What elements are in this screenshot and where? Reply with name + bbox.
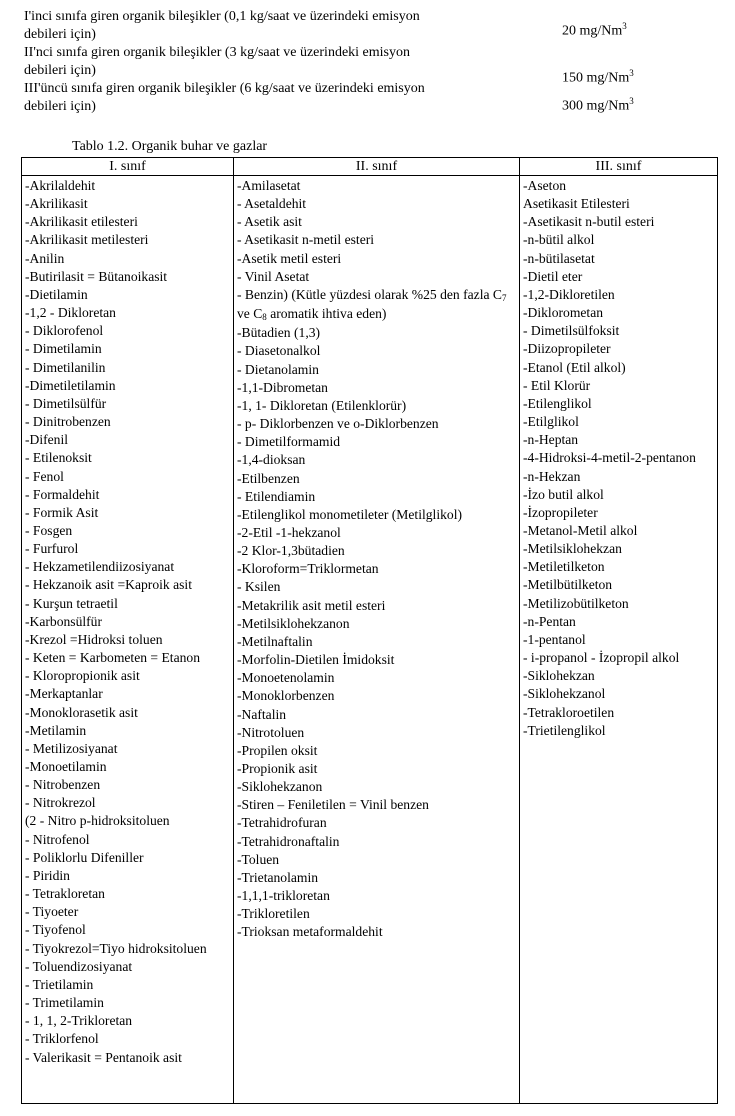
compound-item: -Morfolin-Dietilen İmidoksit — [237, 652, 395, 668]
compound-item: -Trioksan metaformaldehit — [237, 924, 383, 940]
compound-item: - Dimetilanilin — [25, 359, 106, 375]
compound-item: -Amilasetat — [237, 178, 301, 193]
table-caption: Tablo 1.2. Organik buhar ve gazlar — [72, 139, 268, 154]
compound-item: - Triklorfenol — [25, 1031, 99, 1047]
compound-item: -Diklorometan — [523, 305, 604, 321]
limit-value: 150 mg/Nm$^3$ — [562, 68, 634, 86]
compound-item: -Toluen — [237, 851, 280, 867]
compound-item: -Akrilikasit metilesteri — [25, 232, 149, 248]
compound-item: -Karbonsülfür — [25, 613, 103, 629]
compound-item: - Poliklorlu Difeniller — [25, 849, 144, 865]
compound-item: -Metiletilketon — [523, 559, 605, 575]
compound-item: - Asetikasit n-metil esteri — [237, 232, 375, 248]
compound-item: -1, 1- Dikloretan (Etilenklorür) — [237, 397, 407, 413]
compound-item: - Tiyofenol — [25, 922, 86, 938]
compound-item: -İzopropileter — [523, 504, 598, 520]
limit-value: 20 mg/Nm$^3$ — [562, 21, 627, 39]
compound-item: -Aseton — [523, 178, 567, 193]
class2-list — [234, 176, 520, 1104]
compound-item: -İzo butil alkol — [523, 486, 604, 502]
compound-item: - Tetrakloretan — [25, 886, 105, 902]
compound-item: -1,1,1-trikloretan — [237, 888, 330, 904]
compound-item: - Nitrokrezol — [25, 795, 96, 811]
compound-item: -Trietanolamin — [237, 869, 319, 885]
compound-item: - Metilizosiyanat — [25, 740, 118, 756]
compound-item: -Metilsiklohekzan — [523, 541, 622, 557]
compound-item: - Fosgen — [25, 522, 73, 538]
compound-item: - Etil Klorür — [523, 377, 591, 393]
compound-item: - Asetaldehit — [237, 196, 307, 212]
compound-item: -Metanol-Metil alkol — [523, 522, 638, 538]
compound-item: -Metilnaftalin — [237, 633, 313, 649]
compound-item: - Benzin) (Kütle yüzdesi olarak %25 den fazla $C_7$ ve $C_8$ aromatik ihtiva eden) — [237, 286, 507, 323]
limit-description: II'nci sınıfa giren organik bileşikler (3 kg/saat ve üzerindeki emisyon debileri için) — [24, 45, 410, 78]
compound-item: -Propilen oksit — [237, 742, 318, 758]
compound-item: - Diklorofenol — [25, 323, 104, 339]
compound-item: -Asetikasit n-butil esteri — [523, 214, 655, 230]
limit-row-class1 — [24, 8, 704, 44]
compound-item: -Monoklorasetik asit — [25, 704, 138, 720]
compound-item: - Etilendiamin — [237, 488, 316, 504]
compound-item: -1,4-dioksan — [237, 452, 306, 468]
compound-item: - Kurşun tetraetil — [25, 595, 118, 611]
compound-item: -1,2 - Dikloretan — [25, 305, 116, 321]
compound-item: -Tetrakloroetilen — [523, 704, 615, 720]
header-class2: II. sınıf — [234, 158, 520, 176]
compound-item: - Tiyoeter — [25, 904, 79, 920]
compound-item: -n-bütil alkol — [523, 232, 595, 248]
compound-item: - Dimetilformamid — [237, 434, 341, 450]
compound-item: - Hekzanoik asit =Kaproik asit — [25, 577, 192, 593]
compound-item: -Propionik asit — [237, 761, 318, 776]
compound-item: -n-bütilasetat — [523, 250, 595, 266]
emission-limits — [24, 8, 704, 116]
compound-item: - Piridin — [25, 867, 70, 883]
compound-item: -Trietilenglikol — [523, 722, 606, 738]
compound-item: -Siklohekzanon — [237, 779, 323, 795]
limit-description: I'inci sınıfa giren organik bileşikler (0,1 kg/saat ve üzerindeki emisyon debileri için) — [24, 9, 420, 42]
compound-item: - Trimetilamin — [25, 995, 104, 1011]
compound-item: -n-Pentan — [523, 613, 576, 629]
compound-item: - Tiyokrezol=Tiyo hidroksitoluen — [25, 940, 207, 956]
compound-item: -Etanol (Etil alkol) — [523, 359, 626, 375]
compound-item: -Kloroform=Triklormetan — [237, 561, 379, 577]
compound-item: - Ksilen — [237, 579, 281, 595]
limit-description: III'üncü sınıfa giren organik bileşikler (6 kg/saat ve üzerindeki emisyon debileri için) — [24, 81, 425, 114]
compound-item: -1,2-Dikloretilen — [523, 286, 615, 302]
compound-item: -Etilglikol — [523, 414, 579, 430]
compound-item: -Nitrotoluen — [237, 724, 305, 740]
compound-item: -n-Heptan — [523, 432, 579, 448]
compound-item: (2 - Nitro p-hidroksitoluen — [25, 813, 170, 829]
compound-item: - Hekzametilendiizosiyanat — [25, 559, 175, 575]
compound-item: -Krezol =Hidroksi toluen — [25, 631, 163, 647]
compound-item: - Toluendizosiyanat — [25, 958, 133, 974]
compound-item: -Etilenglikol monometileter (Metilglikol) — [237, 506, 463, 522]
compound-item: - Diasetonalkol — [237, 343, 321, 359]
compound-item: -Dietil eter — [523, 268, 583, 284]
compound-item: -Stiren – Feniletilen = Vinil benzen — [237, 797, 429, 813]
compound-item: -Siklohekzanol — [523, 686, 606, 702]
compound-item: - Dimetilsülfür — [25, 395, 107, 411]
compound-item: -Naftalin — [237, 706, 287, 722]
compound-item: -Tetrahidrofuran — [237, 815, 327, 831]
compound-item: -1,1-Dibrometan — [237, 379, 328, 395]
compound-item: -Difenil — [25, 432, 69, 448]
compound-item: -2-Etil -1-hekzanol — [237, 524, 341, 540]
compound-item: - Dinitrobenzen — [25, 414, 111, 430]
compound-item: -Metilbütilketon — [523, 577, 613, 593]
compound-item: - Furfurol — [25, 541, 79, 557]
compound-item: -Etilenglikol — [523, 395, 592, 411]
compound-item: -Metilsiklohekzanon — [237, 615, 350, 631]
compound-item: -Monoklorbenzen — [237, 688, 335, 704]
compound-item: -Monoetilamin — [25, 759, 107, 774]
compound-item: -Diizopropileter — [523, 341, 611, 357]
compound-item: -Metilizobütilketon — [523, 595, 629, 611]
compound-item: - Asetik asit — [237, 214, 302, 230]
compound-item: -Butirilasit = Bütanoikasit — [25, 268, 168, 284]
compound-item: - Nitrobenzen — [25, 777, 101, 793]
compound-item: - Formaldehit — [25, 486, 100, 502]
compound-item: -4-Hidroksi-4-metil-2-pentanon — [523, 450, 696, 466]
compound-item: - Dimetilsülfoksit — [523, 323, 620, 339]
compound-item: -Tetrahidronaftalin — [237, 833, 340, 849]
compound-item: -Metakrilik asit metil esteri — [237, 597, 386, 613]
organic-gases-table — [21, 157, 718, 1104]
compound-item: - Dietanolamin — [237, 361, 319, 377]
compound-item: -1-pentanol — [523, 631, 586, 647]
compound-item: -Merkaptanlar — [25, 686, 103, 702]
compound-item: -Etilbenzen — [237, 470, 300, 486]
compound-item: - Fenol — [25, 468, 64, 484]
compound-item: - Keten = Karbometen = Etanon — [25, 650, 200, 666]
compound-item: - Formik Asit — [25, 504, 99, 520]
compound-item: -Dimetiletilamin — [25, 377, 116, 393]
class1-list — [22, 176, 234, 1104]
compound-item: -n-Hekzan — [523, 468, 581, 484]
compound-item: -Trikloretilen — [237, 906, 310, 922]
compound-item: -Akrilikasit etilesteri — [25, 214, 138, 230]
compound-item: - i-propanol - İzopropil alkol — [523, 650, 680, 666]
compound-item: -Metilamin — [25, 722, 87, 738]
compound-item: Asetikasit Etilesteri — [523, 196, 630, 212]
compound-item: - Nitrofenol — [25, 831, 90, 847]
compound-item: -Anilin — [25, 250, 65, 266]
limit-row-class2 — [24, 44, 704, 86]
compound-item: -Dietilamin — [25, 286, 88, 302]
compound-item: - Trietilamin — [25, 976, 94, 992]
compound-item: - Etilenoksit — [25, 450, 92, 466]
compound-item: - Vinil Asetat — [237, 268, 310, 284]
class3-list — [520, 176, 718, 1104]
compound-item: - p- Diklorbenzen ve o-Diklorbenzen — [237, 416, 439, 432]
compound-item: - Valerikasit = Pentanoik asit — [25, 1049, 182, 1065]
compound-item: - 1, 1, 2-Trikloretan — [25, 1013, 133, 1029]
compound-item: -Akrilikasit — [25, 196, 88, 212]
compound-item: -Monoetenolamin — [237, 670, 335, 686]
limit-value: 300 mg/Nm$^3$ — [562, 96, 634, 114]
compound-item: -Akrilaldehit — [25, 178, 96, 193]
header-class3: III. sınıf — [520, 158, 718, 176]
limit-row-class3 — [24, 80, 704, 116]
compound-item: -Siklohekzan — [523, 668, 595, 684]
header-class1: I. sınıf — [22, 158, 234, 176]
compound-item: -Asetik metil esteri — [237, 250, 342, 266]
compound-item: - Dimetilamin — [25, 341, 102, 357]
compound-item: -2 Klor-1,3bütadien — [237, 543, 345, 559]
compound-item: - Kloropropionik asit — [25, 668, 140, 684]
compound-item: -Bütadien (1,3) — [237, 325, 321, 341]
